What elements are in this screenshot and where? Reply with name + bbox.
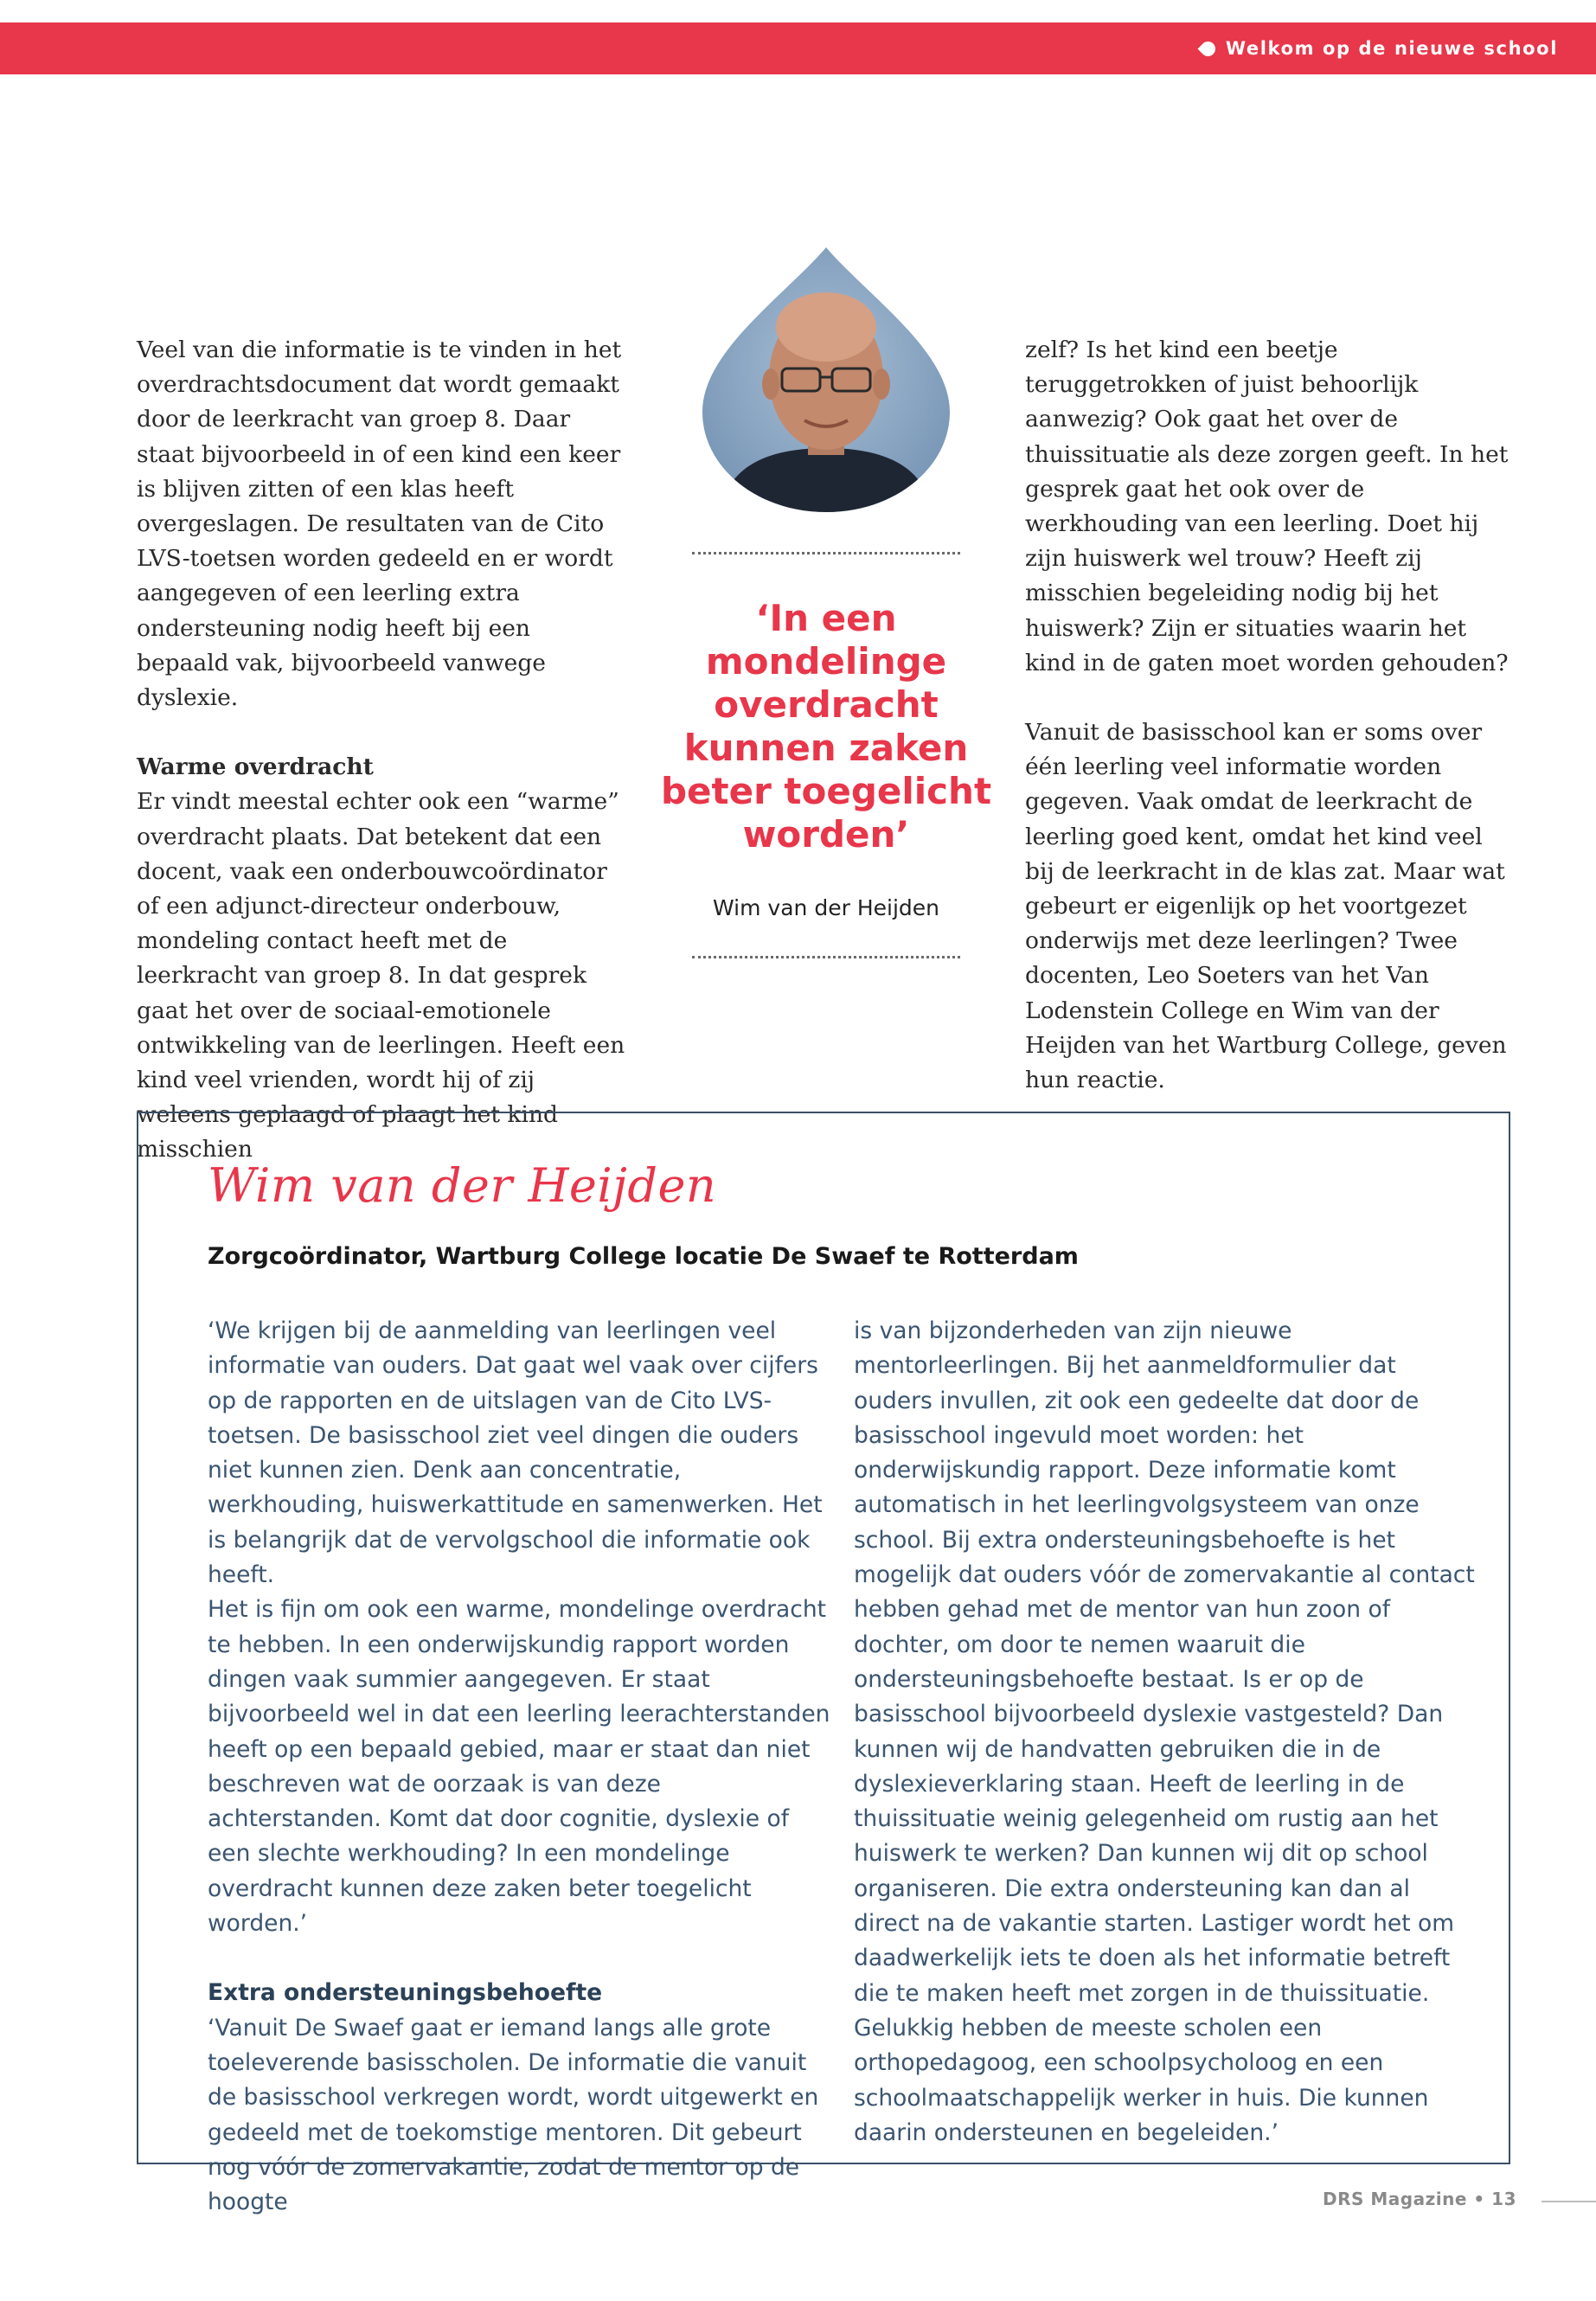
intro-paragraph: Vanuit de basisschool kan er soms over één leerling veel informatie worden gegeven. Vaak omdat de leerkracht de leerling goed kent, omdat het kind veel bij de leerkracht in de klas zat. Maar wat gebeurt er eigenlijk op het voortgezet onderwijs met deze leerlingen? Twee docenten, Leo Soeters van het Van Lodenstein College en Wim van der Heijden van het Wartburg College, geven hun reactie. xyxy=(1025,719,1507,1094)
section-label xyxy=(1201,22,1558,74)
interviewee-role: Zorgcoördinator, Wartburg College locatie De Swaef te Rotterdam xyxy=(208,1243,1079,1270)
section-title: Welkom op de nieuwe school xyxy=(1225,38,1558,59)
page-footer xyxy=(1323,2189,1516,2209)
footer-rule xyxy=(1542,2201,1596,2202)
interview-paragraph: Het is fijn om ook een warme, mondelinge overdracht te hebben. In een onderwijskundig rapport worden dingen vaak summier aangegeven. Er staat bijvoorbeeld wel in dat een leerling leerachterstanden heeft op een bepaald gebied, maar er staat dan niet beschreven wat de oorzaak is van deze achterstanden. Komt dat door cognitie, dyslexie of een slechte werkhouding? In een mondelinge overdracht kunnen deze zaken beter toegelicht worden.’ xyxy=(208,1596,830,1938)
intro-column-left xyxy=(137,333,630,1168)
interview-subheading: Extra ondersteuningsbehoefte xyxy=(208,1979,603,2007)
page-number: 13 xyxy=(1491,2189,1516,2209)
interview-paragraph: is van bijzonderheden van zijn nieuwe mentorleerlingen. Bij het aanmeldformulier dat ouders invullen, zit ook een gedeelte dat door de basisschool ingevuld moet worden: het onderwijskundig rapport. Deze informatie komt automatisch in het leerlingvolgsysteem van onze school. Bij extra ondersteuningsbehoefte is het mogelijk dat ouders vóór de zomervakantie al contact hebben gehad met de mentor van hun zoon of dochter, om door te nemen waaruit die ondersteuningsbehoefte bestaat. Is er op de basisschool bijvoorbeeld dyslexie vastgesteld? Dan kunnen wij de handvatten gebruiken die in de dyslexieverklaring staan. Heeft de leerling in de thuissituatie weinig gelegenheid om rustig aan het huiswerk te werken? Dan kunnen wij dit op school organiseren. Die extra ondersteuning kan dan al direct na de vakantie starten. Lastiger wordt het om daadwerkelijk iets te doen als het informatie betreft die te maken heeft met zorgen in de thuissituatie. Gelukkig hebben de meeste scholen een orthopedagoog, een schoolpsycholoog en een schoolmaatschappelijk werker in huis. Die kunnen daarin ondersteunen en begeleiden.’ xyxy=(854,1317,1475,2146)
pull-quote-author: Wim van der Heijden xyxy=(713,895,939,920)
intro-paragraph: zelf? Is het kind een beetje teruggetrokken of juist behoorlijk aanwezig? Ook gaat het over de thuissituatie als deze zorgen geeft. In het gesprek gaat het ook over de werkhouding van een leerling. Doet hij zijn huiswerk wel trouw? Heeft zij misschien begeleiding nodig bij het huiswerk? Zijn er situaties waarin het kind in de gaten moet worden gehouden? xyxy=(1025,336,1509,676)
intro-column-right xyxy=(1025,333,1518,1098)
drop-bullet-icon xyxy=(1197,38,1218,59)
footer-separator: • xyxy=(1473,2189,1485,2209)
portrait-photo xyxy=(702,247,950,512)
intro-paragraph: Veel van die informatie is te vinden in het overdrachtsdocument dat wordt gemaakt door de leerkracht van groep 8. Daar staat bijvoorbeeld in of een kind een keer is blijven zitten of een klas heeft overgeslagen. De resultaten van de Cito LVS-toetsen worden gedeeld en er wordt aangegeven of een leerling extra ondersteuning nodig heeft bij een bepaald vak, bijvoorbeeld vanwege dyslexie. xyxy=(137,336,622,712)
interview-paragraph: ‘Vanuit De Swaef gaat er iemand langs alle grote toeleverende basisscholen. De informatie die vanuit de basisschool verkregen wordt, wordt uitgewerkt en gedeeld met de toekomstige mentoren. Dit gebeurt nog vóór de zomervakantie, zodat de mentor op de hoogte xyxy=(208,2014,819,2216)
quote-divider-bottom xyxy=(692,956,960,958)
intro-subheading: Warme overdracht xyxy=(137,753,374,781)
interview-column-right xyxy=(854,1314,1477,2150)
pull-quote: ‘In een mondelinge overdracht kunnen zaken beter toegelicht worden’ xyxy=(660,597,992,856)
quote-divider-top xyxy=(692,552,960,554)
interviewee-name: Wim van der Heijden xyxy=(208,1158,717,1213)
intro-paragraph: Er vindt meestal echter ook een “warme” overdracht plaats. Dat betekent dat een docent, vaak een onderbouwcoördinator of een adjunct-directeur onderbouw, mondeling contact heeft met de leerkracht van groep 8. In dat gesprek gaat het over de sociaal-emotionele ontwikkeling van de leerlingen. Heeft een kind veel vrienden, wordt hij of zij weleens geplaagd of plaagt het kind misschien xyxy=(137,788,625,1163)
magazine-name: DRS Magazine xyxy=(1323,2189,1467,2209)
interview-paragraph: ‘We krijgen bij de aanmelding van leerlingen veel informatie van ouders. Dat gaat wel vaak over cijfers op de rapporten en de uitslagen van de Cito LVS-toetsen. De basisschool ziet veel dingen die ouders niet kunnen zien. Denk aan concentratie, werkhouding, huiswerkattitude en samenwerken. Het is belangrijk dat de vervolgschool die informatie ook heeft. xyxy=(208,1317,823,1589)
top-banner xyxy=(0,22,1596,74)
interview-column-left xyxy=(208,1314,830,2220)
